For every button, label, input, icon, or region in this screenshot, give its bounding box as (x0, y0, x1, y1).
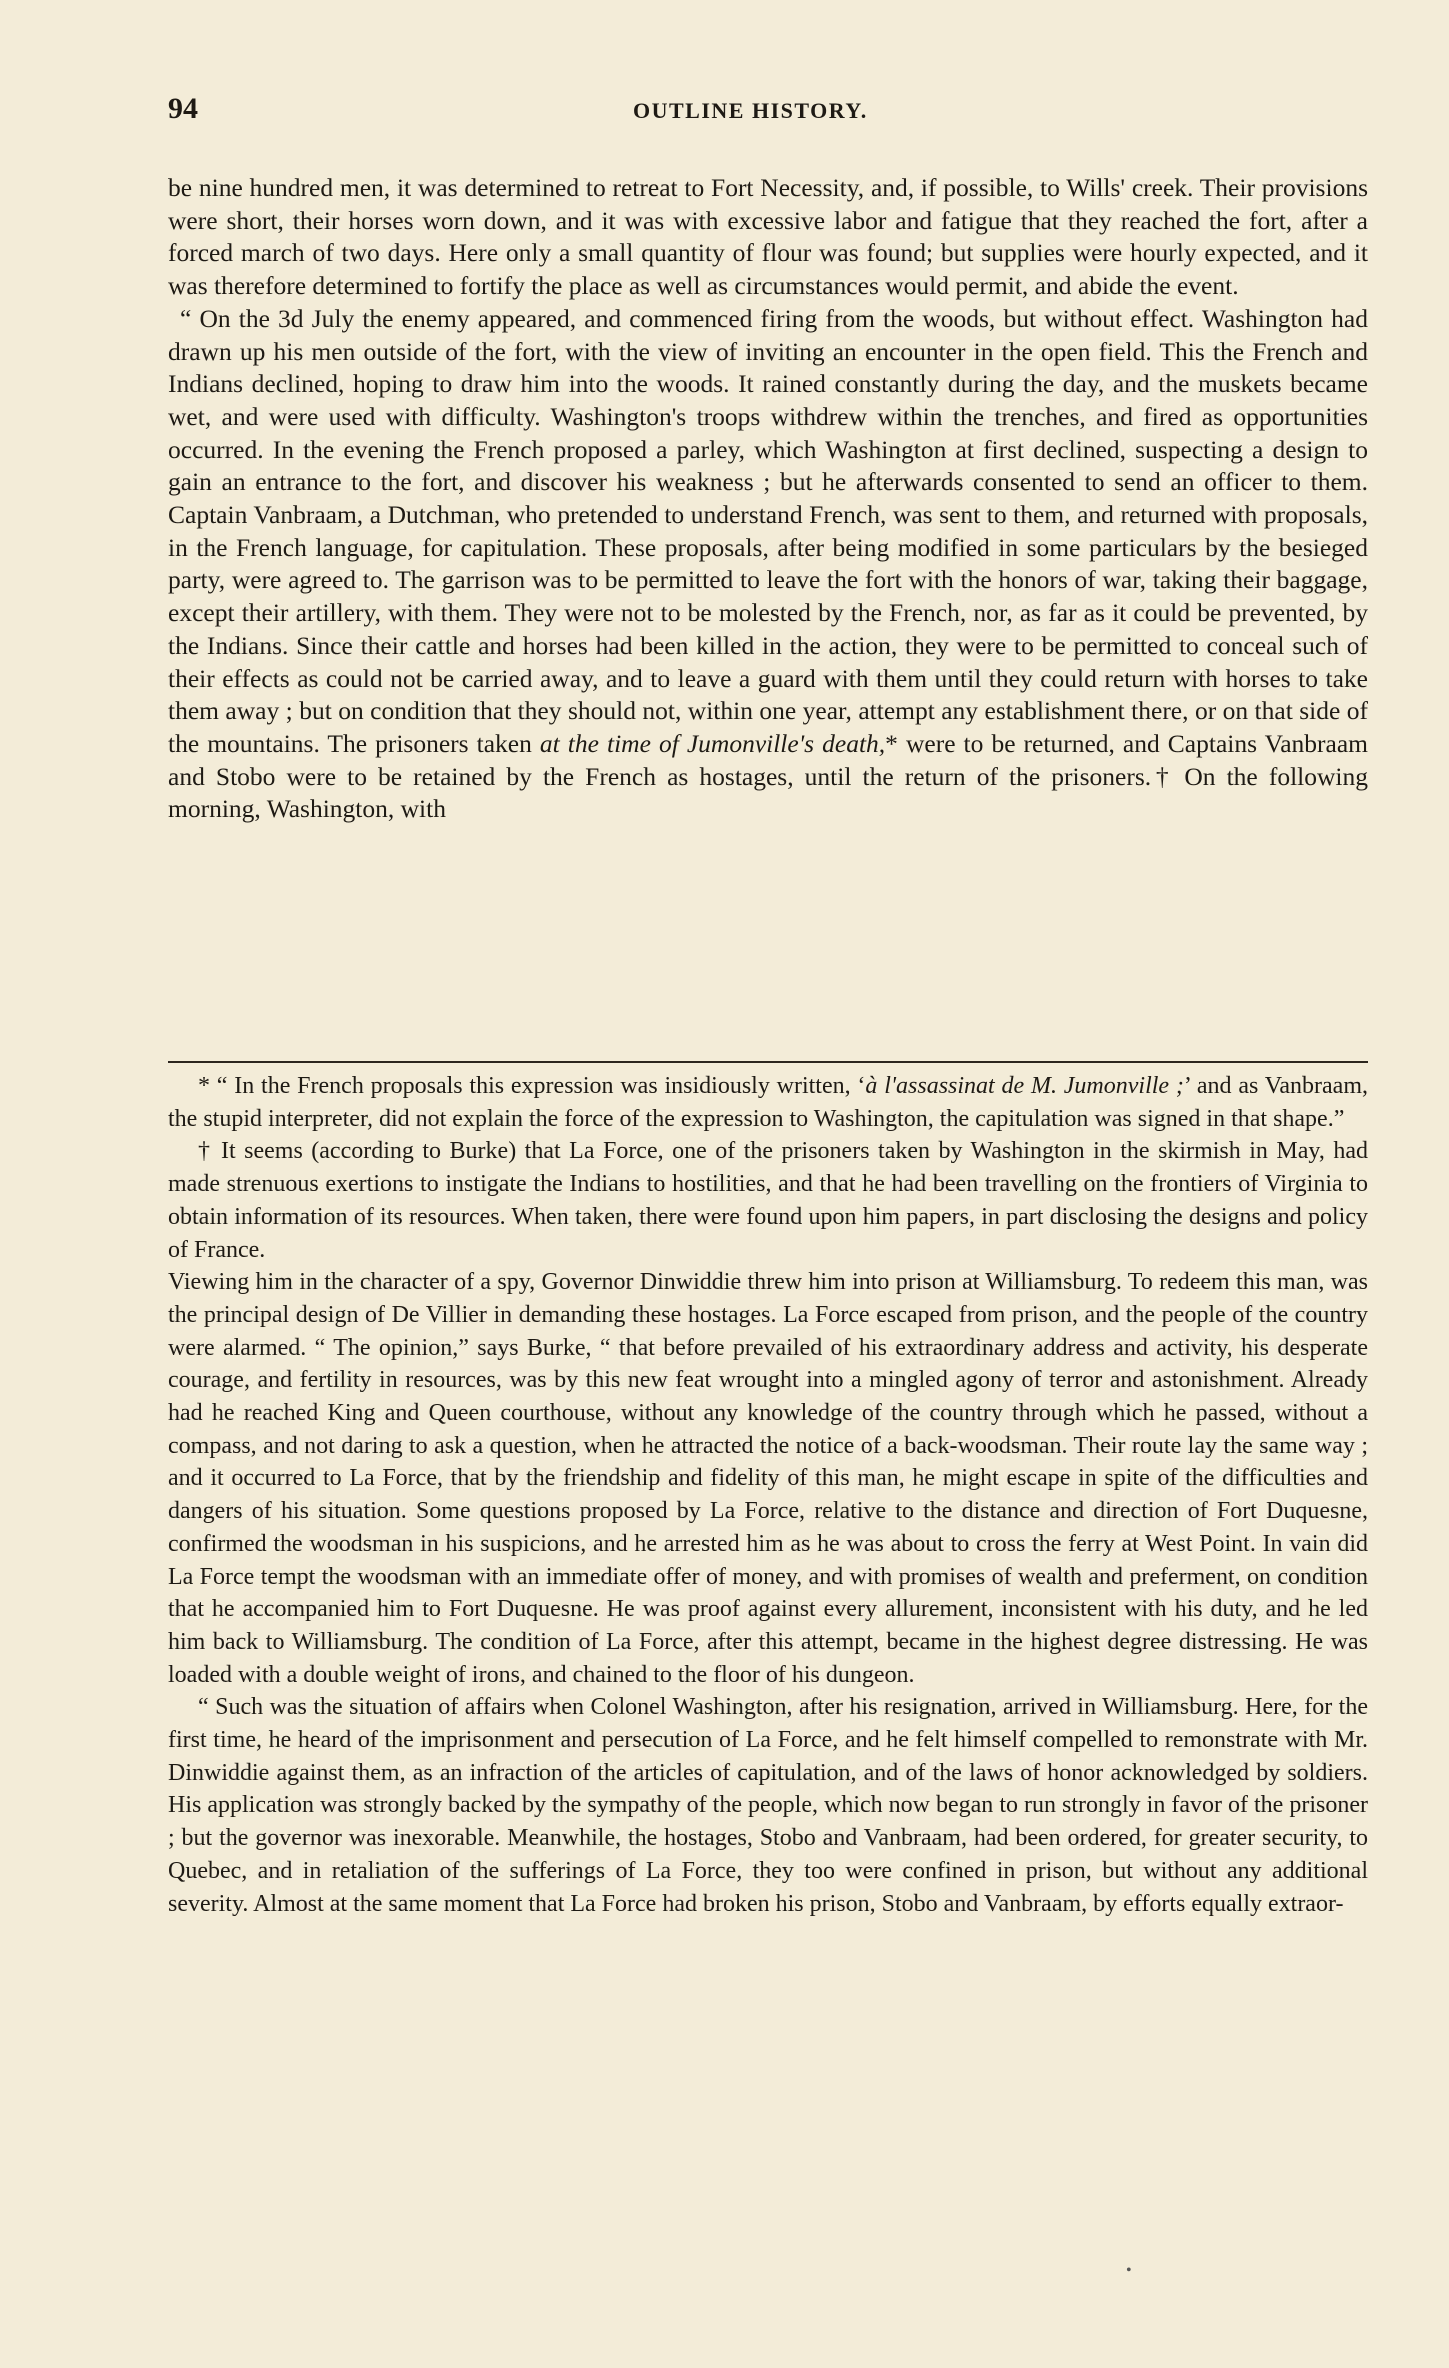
running-head: OUTLINE HISTORY. (633, 98, 868, 123)
italic-phrase-jumonville: at the time of Jumonville's death, (539, 728, 886, 758)
footnote-asterisk-text: * “ In the French proposals this expression was insidiously written, ‘ (198, 1073, 866, 1099)
paragraph-retreat: be nine hundred men, it was determined to retreat to Fort Necessity, and, if possible, to Wills' creek. Their provisions were short, their horses worn down, and it was with excessive labor and fatigue that they reached the fort, after a forced march of two days. Here only a small quantity of flour was found; but supplies were hourly expected, and it was therefore determined to fortify the place as well as circumstances would permit, and abide the event. (168, 173, 1368, 301)
page-header (168, 92, 1368, 132)
paragraph-battle (168, 303, 1368, 826)
footnotes (168, 1070, 1368, 1920)
footnote-dagger: † It seems (according to Burke) that La Force, one of the prisoners taken by Washington in the skirmish in May, had made strenuous exertions to instigate the Indians to hostilities, and that he had been travelling on the frontiers of Virginia to obtain information of its resources. When taken, there were found upon him papers, in part disclosing the designs and policy of France. (168, 1138, 1368, 1263)
footnote-dagger-viewing: Viewing him in the character of a spy, Governor Dinwiddie threw him into prison at Williamsburg. To redeem this man, was the principal design of De Villier in demanding these hostages. La Force escaped from prison, and the people of the country were alarmed. “ The opinion,” says Burke, “ that before prevailed of his extraordinary address and activity, his desperate courage, and fertility in resources, was by this new feat wrought into a mingled agony of terror and astonishment. Already had he reached King and Queen courthouse, without any knowledge of the country through which he passed, without a compass, and not daring to ask a question, when he attracted the notice of a back-woodsman. Their route lay the same way ; and it occurred to La Force, that by the friendship and fidelity of this man, he might escape in spite of the difficulties and dangers of his situation. Some questions proposed by La Force, relative to the distance and direction of Fort Duquesne, confirmed the woodsman in his suspicions, and he arrested him as he was about to cross the ferry at West Point. In vain did La Force tempt the woodsman with an immediate offer of money, and with promises of wealth and preferment, on condition that he accompanied him to Fort Duquesne. He was proof against every allurement, inconsistent with his duty, and he led him back to Williamsburg. The condition of La Force, after this attempt, became in the highest degree distressing. He was loaded with a double weight of irons, and chained to the floor of his dungeon. (168, 1269, 1368, 1688)
footnote-asterisk (168, 1070, 1368, 1135)
paragraph-battle-text: “ On the 3d July the enemy appeared, and commenced firing from the woods, but without effect. Washington had drawn up his men outside of the fort, with the view of inviting an encounter in the open field. This the French and Indians declined, hoping to draw him into the woods. It rained constantly during the day, and the muskets became wet, and were used with difficulty. Washington's troops withdrew within the trenches, and fired as opportunities occurred. In the evening the French proposed a parley, which Washington at first declined, suspecting a design to gain an entrance to the fort, and discover his weakness ; but he afterwards consented to send an officer to them. Captain Vanbraam, a Dutchman, who pretended to understand French, was sent to them, and returned with proposals, in the French language, for capitulation. These proposals, after being modified in some particulars by the besieged party, were agreed to. The garrison was to be permitted to leave the fort with the honors of war, taking their baggage, except their artillery, with them. They were not to be molested by the French, nor, as far as it could be prevented, by the Indians. Since their cattle and horses had been killed in the action, they were to be permitted to conceal such of their effects as could not be carried away, and to leave a guard with them until they could return with horses to take them away ; but on condition that they should not, within one year, attempt any establishment there, or on that side of the mountains. The prisoners taken (168, 303, 1368, 758)
main-text (168, 172, 1368, 826)
print-mark-dot: • (1126, 2262, 1132, 2279)
page-number: 94 (168, 92, 198, 125)
footnote-dagger-situation: “ Such was the situation of affairs when Colonel Washington, after his resignation, arrived in Williamsburg. Here, for the first time, he heard of the imprisonment and persecution of La Force, and he felt himself compelled to remonstrate with Mr. Dinwiddie against them, as an infraction of the articles of capitulation, and of the laws of honor acknowledged by soldiers. His application was strongly backed by the sympathy of the people, which now began to run strongly in favor of the prisoner ; but the governor was inexorable. Meanwhile, the hostages, Stobo and Vanbraam, had been ordered, for greater security, to Quebec, and in retaliation of the sufferings of La Force, they too were confined in prison, but without any additional severity. Almost at the same moment that La Force had broken his prison, Stobo and Vanbraam, by efforts equally extraor- (168, 1694, 1368, 1917)
footnote-asterisk-continued: ’ and as Vanbraam, the stupid interpreter, did not explain the force of the expression to Washington, the capitulation was signed in that shape.” (168, 1073, 1368, 1132)
footnote-divider (168, 1061, 1368, 1063)
footnote-italic-phrase: à l'assassinat de M. Jumonville ; (865, 1073, 1184, 1099)
paragraph-battle-continued: * were to be returned, and Captains Vanbraam and Stobo were to be retained by the French as hostages, until the return of the prisoners.† On the following morning, Washington, with (168, 728, 1368, 824)
